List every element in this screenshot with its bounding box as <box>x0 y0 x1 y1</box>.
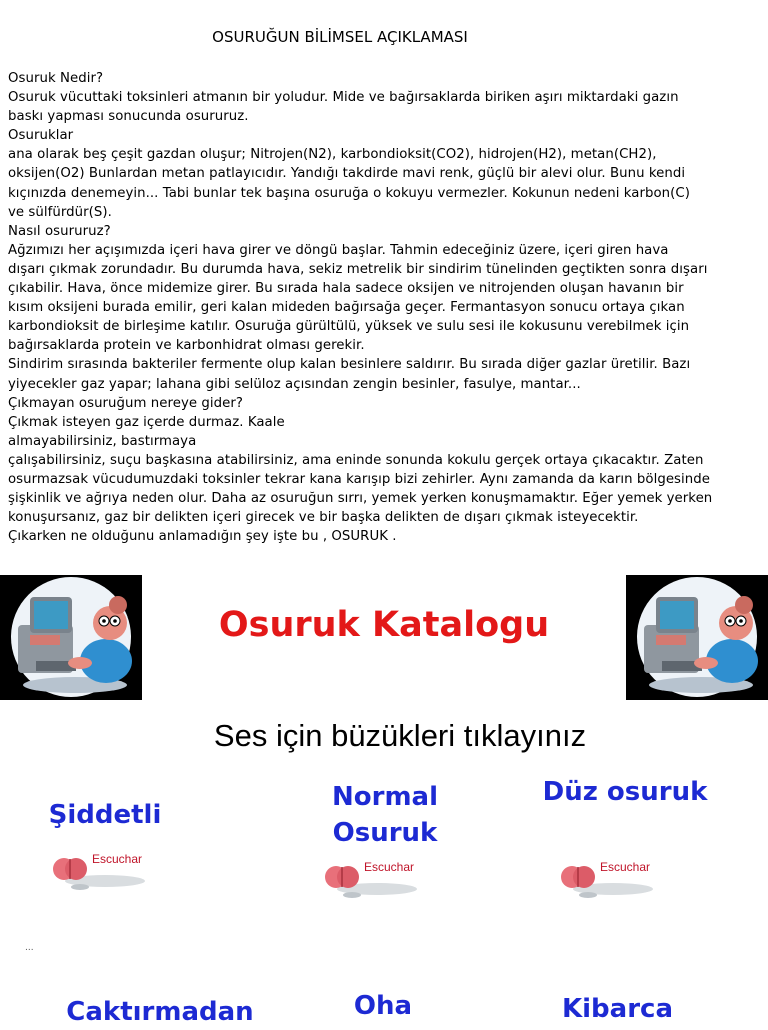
article-line: baskı yapması sonucunda osururuz. <box>8 109 249 125</box>
article-line: Çıkmak isteyen gaz içerde durmaz. Kaale <box>8 414 285 430</box>
article-line: ve sülfürdür(S). <box>8 204 112 220</box>
article-body <box>8 69 764 546</box>
catalog-title: Osuruk Katalogu <box>218 605 550 645</box>
article-line: çıkabilir. Hava, önce midemize girer. Bu sırada hala sadece oksijen ve nitrojenden oluşan havanın bir <box>8 281 684 297</box>
article-line: bağırsaklarda protein ve karbonhidrat olması gerekir. <box>8 338 365 354</box>
pink-buttocks-speaker-icon <box>322 853 427 903</box>
button-label: Escuchar <box>92 852 143 866</box>
category-label <box>30 797 180 833</box>
category-label-line: Caktırmadan <box>66 997 254 1027</box>
article-line: Nasıl osururuz? <box>8 223 111 239</box>
pink-buttocks-speaker-icon <box>558 853 663 903</box>
button-label: Escuchar <box>364 860 415 874</box>
category-label <box>535 774 715 810</box>
article-title: OSURUĞUN BİLİMSEL AÇIKLAMASI <box>212 28 468 46</box>
article-line: Çıkarken ne olduğunu anlamadığın şey işte bu , OSURUK . <box>8 529 397 545</box>
article-line: kıçınızda denemeyin... Tabi bunlar tek başına osuruğa o kokuyu vermezler. Kokunun nedeni karbon(C) <box>8 185 690 201</box>
article-line: Çıkmayan osuruğum nereye gider? <box>8 395 243 411</box>
catalog-subtitle: Ses için büzükleri tıklayınız <box>213 718 587 753</box>
article-line: almayabilirsiniz, bastırmaya <box>8 433 197 449</box>
article-line: ana olarak beş çeşit gazdan oluşur; Nitrojen(N2), karbondioksit(CO2), hidrojen(H2), metan(CH2), <box>8 147 657 163</box>
escuchar-button[interactable] <box>558 853 663 903</box>
article-line: karbondioksit de birleşime katılır. Osuruğa gürültülü, yüksek ve sulu sesi ile kokusunu verebilmek için <box>8 319 690 335</box>
article-line: dışarı çıkmak zorundadır. Bu durumda hava, sekiz metrelik bir sindirim tünelinden geçtikten sonra dışarı <box>8 261 708 277</box>
category-label-line: Şiddetli <box>48 800 162 830</box>
category-label <box>310 779 460 851</box>
category-label-line: Osuruk <box>332 818 438 848</box>
category-label-line: Oha <box>353 991 413 1021</box>
article-line: Ağzımızı her açışımızda içeri hava girer ve döngü başlar. Tahmin edeceğiniz üzere, içeri giren hava <box>8 242 669 258</box>
ellipsis-text: ... <box>25 943 34 953</box>
escuchar-button[interactable] <box>322 853 427 903</box>
article-line: oksijen(O2) Bunlardan metan patlayıcıdır. Yandığı takdirde mavi renk, güçlü bir alevi olur. Bunu kendi <box>8 166 686 182</box>
category-label <box>545 991 690 1027</box>
escuchar-button[interactable] <box>50 845 155 895</box>
article-line: kısım oksijeni burada emilir, geri kalan mideden bağırsağa geçer. Fermantasyon sonucu ortaya çıkan <box>8 300 685 316</box>
category-label-line: Normal <box>332 782 438 812</box>
article-line: yiyecekler gaz yapar; lahana gibi selüloz açısından zengin besinler, fasulye, mantar... <box>8 376 581 392</box>
article-line: osurmazsak vücudumuzdaki toksinler tekrar kana karışıp bizi zehirler. Aynı zamanda da karın bölgesinde <box>8 471 710 487</box>
category-label <box>60 994 260 1030</box>
button-label: Escuchar <box>600 860 651 874</box>
category-label-line: Kibarca <box>562 994 673 1024</box>
pink-buttocks-speaker-icon <box>50 845 155 895</box>
article-line: şişkinlik ve ağrıya neden olur. Daha az osuruğun sırrı, yemek yerken konuşmamaktır. Eğer yemek yerken <box>8 491 713 507</box>
article-line: Sindirim sırasında bakteriler fermente olup kalan besinlere saldırır. Bu sırada diğer gazlar üretilir. Bazı <box>8 357 691 373</box>
category-label-line: Düz osuruk <box>542 777 708 807</box>
article-line: Osuruklar <box>8 128 74 144</box>
article-line: çalışabilirsiniz, suçu başkasına atabilirsiniz, ama eninde sonunda kokulu gerçek ortaya çıkacaktır. Zaten <box>8 452 704 468</box>
article-line: Osuruk Nedir? <box>8 71 104 86</box>
article-line: Osuruk vücuttaki toksinleri atmanın bir yoludur. Mide ve bağırsaklarda biriken aşırı miktardaki gazın <box>8 90 679 106</box>
category-label <box>318 988 448 1024</box>
article-line: konuşursanız, gaz bir delikten içeri girecek ve bir başka delikten de dışarı çıkmak isteyecektir. <box>8 510 639 526</box>
